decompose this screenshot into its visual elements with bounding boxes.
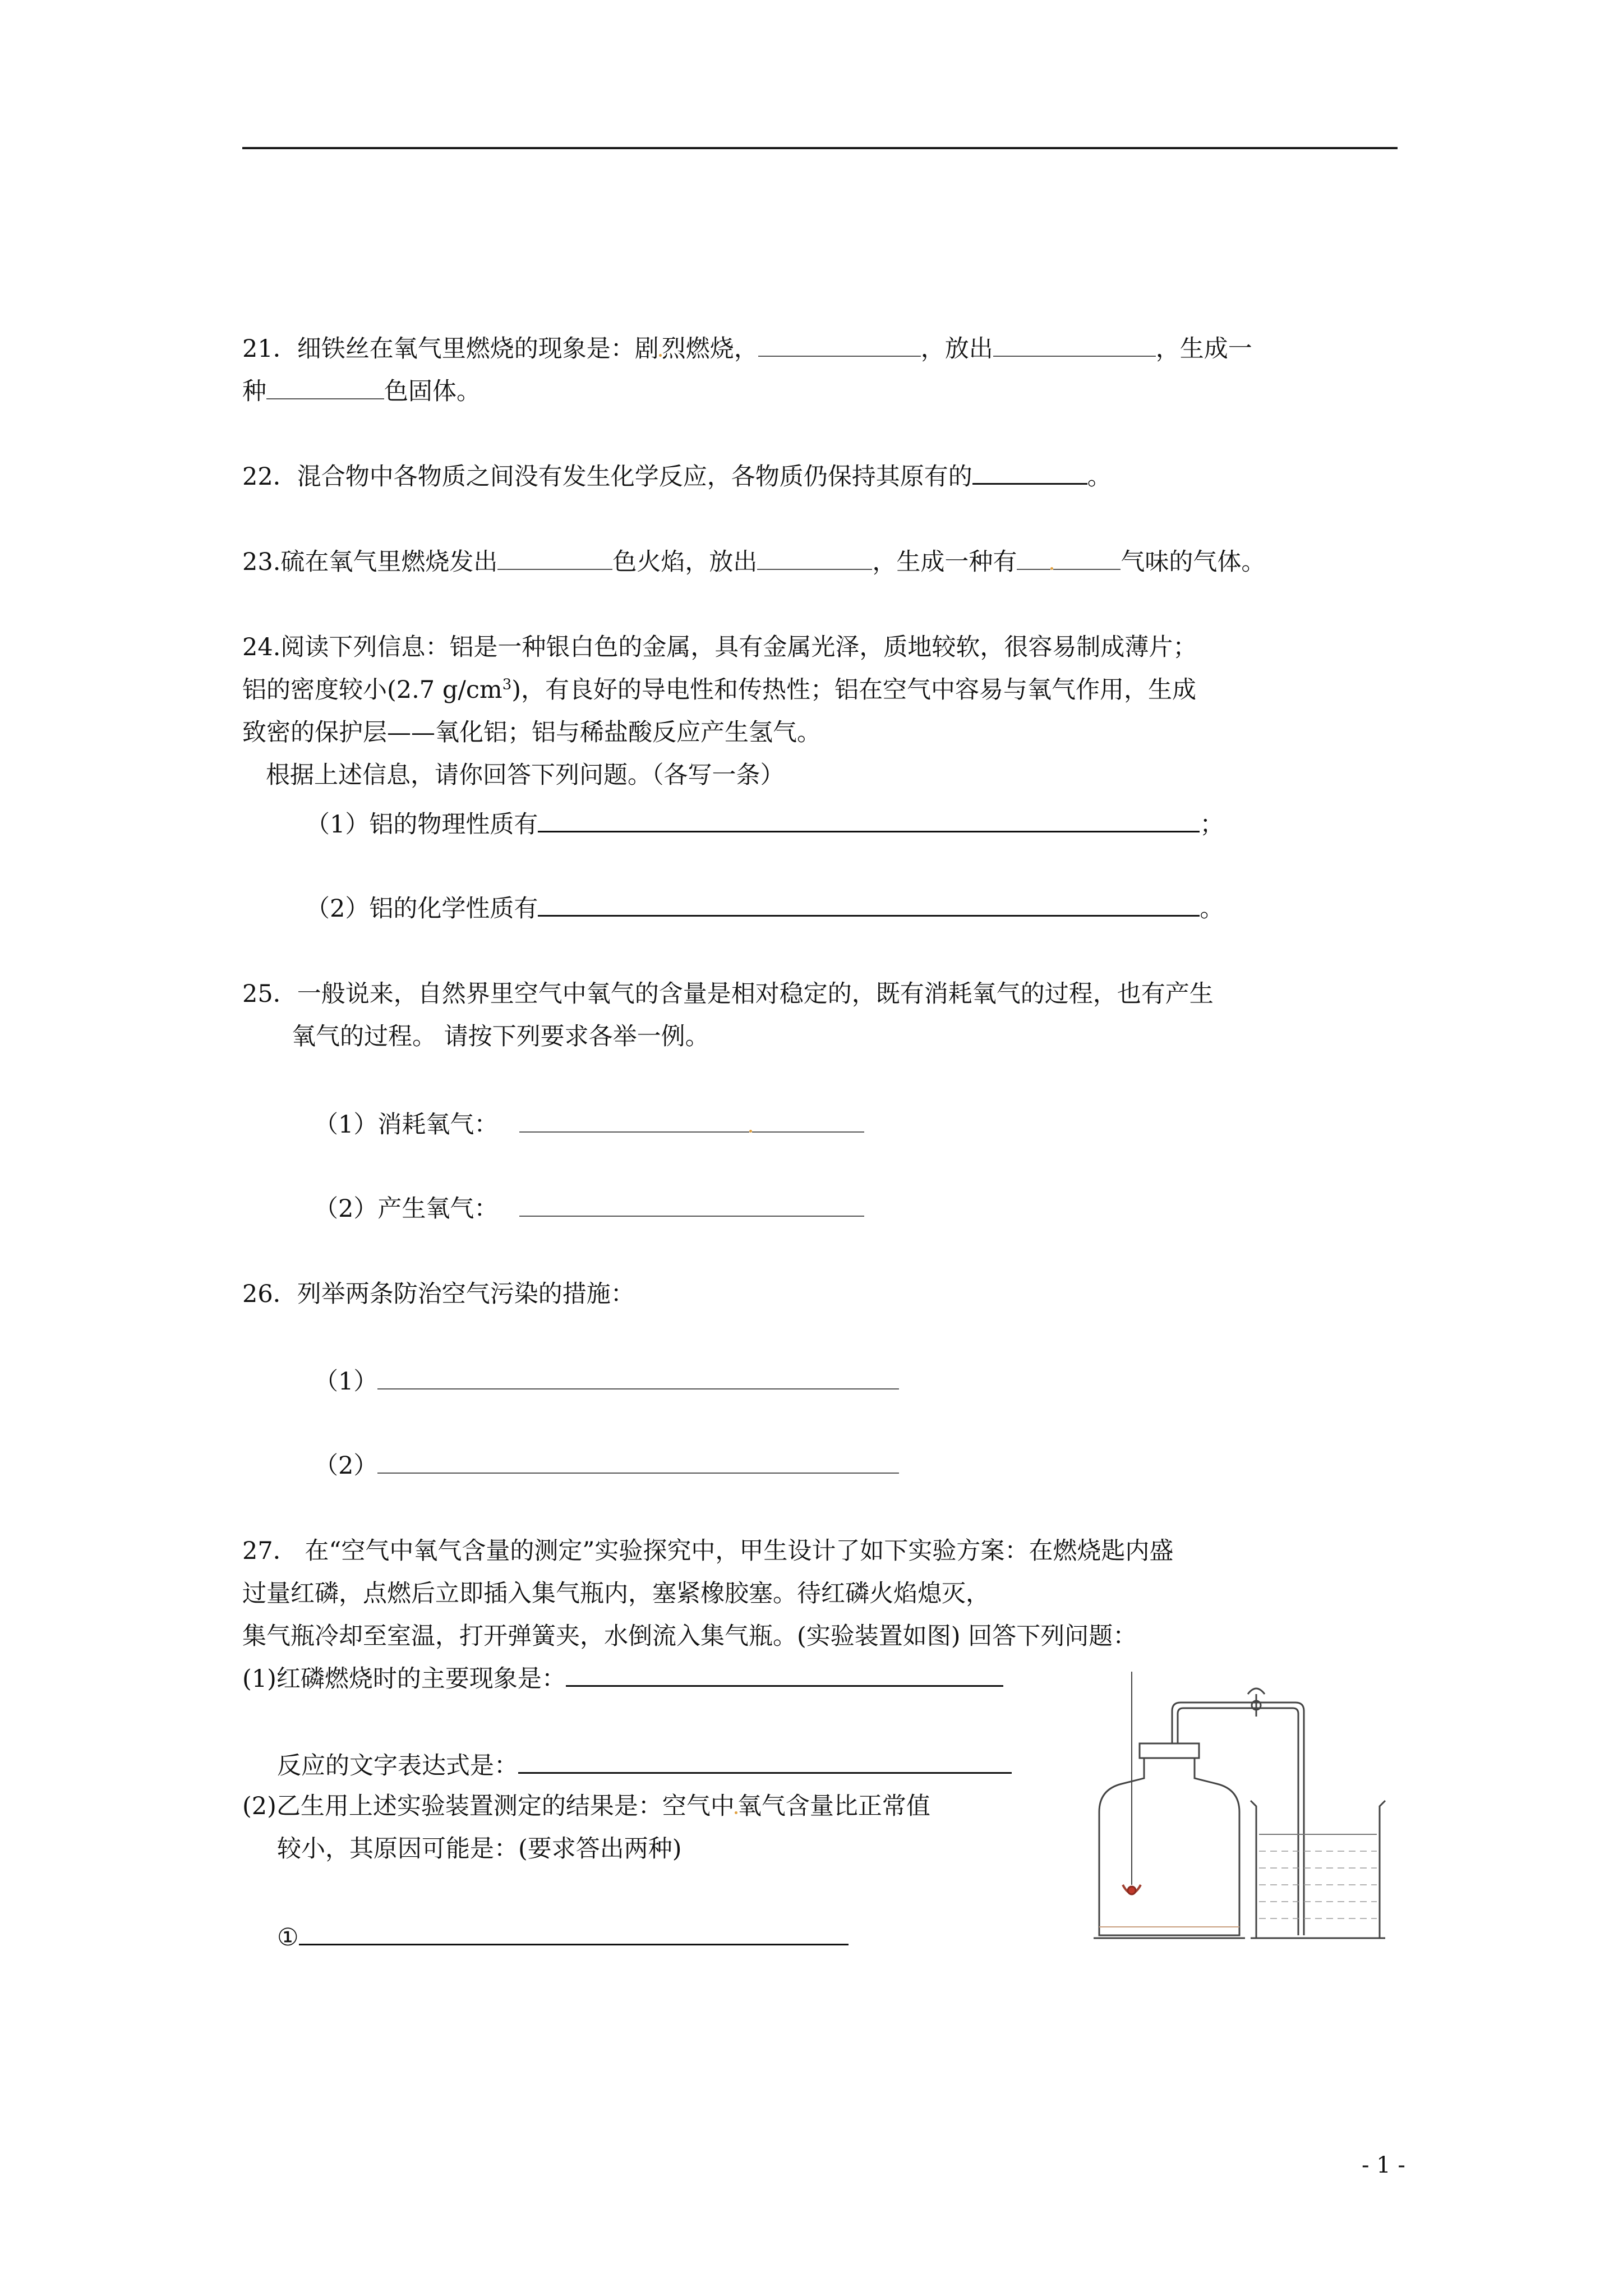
q23-blank-1[interactable] bbox=[497, 548, 612, 570]
q25-line2: 氧气的过程。 请按下列要求各举一例。 bbox=[292, 1023, 709, 1051]
q23-blank-2[interactable] bbox=[757, 548, 872, 570]
q27-sub2-line1: (2)乙生用上述实验装置测定的结果是：空气中 氧气含量比正常值 bbox=[242, 1792, 930, 1820]
q21-blank-2[interactable] bbox=[993, 335, 1156, 357]
q27-line1: 27． 在“空气中氧气含量的测定”实验探究中，甲生设计了如下实验方案：在燃烧匙内盛 bbox=[242, 1537, 1174, 1565]
q27-blank-1[interactable] bbox=[566, 1664, 1003, 1687]
q21-line2: 种 色固体。 bbox=[242, 378, 481, 406]
q27-blank-2[interactable] bbox=[518, 1751, 1012, 1774]
q24-line4: 根据上述信息，请你回答下列问题。（各写一条） bbox=[266, 761, 785, 789]
q24-line2: 铝的密度较小(2.7 $g/cm^3$)，有良好的导电性和传热性；铝在空气中容易与氧气作用，生成 bbox=[242, 676, 1197, 704]
header-rule bbox=[242, 147, 1398, 149]
experiment-apparatus-icon bbox=[1088, 1672, 1402, 1952]
q21-line1: 21．细铁丝在氧气里燃烧的现象是：剧 烈燃烧， ，放出 ，生成一 bbox=[242, 335, 1252, 363]
q27-sub1: (1)红磷燃烧时的主要现象是： bbox=[242, 1662, 1003, 1696]
q23-line: 23.硫在氧气里燃烧发出 色火焰，放出 ，生成一种有 气味的气体。 bbox=[242, 548, 1266, 576]
q24-sub1: （1）铝的物理性质有 ； bbox=[306, 811, 1224, 839]
q24-blank-2[interactable] bbox=[538, 894, 1200, 917]
q27-line3: 集气瓶冷却至室温，打开弹簧夹，水倒流入集气瓶。(实验装置如图) 回答下列问题： bbox=[242, 1622, 1137, 1650]
q27-item1: ① bbox=[277, 1921, 849, 1954]
q25-blank-2[interactable] bbox=[519, 1195, 864, 1217]
q26-sub1: （1） bbox=[314, 1365, 899, 1398]
q25-sub1: （1）消耗氧气： bbox=[314, 1108, 864, 1142]
q22-blank[interactable] bbox=[972, 462, 1087, 485]
q27-blank-3[interactable] bbox=[299, 1923, 849, 1945]
q25-line1: 25．一般说来，自然界里空气中氧气的含量是相对稳定的，既有消耗氧气的过程，也有产生 bbox=[242, 980, 1214, 1008]
q23-blank-3a[interactable] bbox=[1017, 548, 1050, 570]
q27-sub1b: 反应的文字表达式是： bbox=[277, 1749, 1012, 1783]
q26-sub2: （2） bbox=[314, 1449, 899, 1483]
q26-line1: 26．列举两条防治空气污染的措施： bbox=[242, 1280, 635, 1308]
q26-blank-1[interactable] bbox=[377, 1368, 899, 1389]
q21-blank-1[interactable] bbox=[758, 335, 921, 357]
q25-blank-1b[interactable] bbox=[752, 1111, 864, 1133]
q22-line: 22．混合物中各物质之间没有发生化学反应，各物质仍保持其原有的 。 bbox=[242, 463, 1112, 491]
page-number: - 1 - bbox=[1362, 2152, 1405, 2178]
q25-blank-1a[interactable] bbox=[519, 1111, 749, 1133]
q24-sub2: （2）铝的化学性质有 。 bbox=[306, 895, 1224, 923]
q24-line1: 24.阅读下列信息：铝是一种银白色的金属，具有金属光泽，质地较软，很容易制成薄片； bbox=[242, 633, 1197, 661]
q27-line2: 过量红磷，点燃后立即插入集气瓶内，塞紧橡胶塞。待红磷火焰熄灭， bbox=[242, 1580, 990, 1608]
q24-blank-1[interactable] bbox=[538, 810, 1200, 832]
q27-sub2-line2: 较小，其原因可能是：(要求答出两种) bbox=[277, 1835, 682, 1863]
q24-line3: 致密的保护层——氧化铝；铝与稀盐酸反应产生氢气。 bbox=[242, 719, 821, 747]
q21-blank-3[interactable] bbox=[266, 378, 384, 399]
q23-blank-3b[interactable] bbox=[1053, 548, 1121, 570]
q25-sub2: （2）产生氧气： bbox=[314, 1192, 864, 1226]
q26-blank-2[interactable] bbox=[377, 1452, 899, 1474]
